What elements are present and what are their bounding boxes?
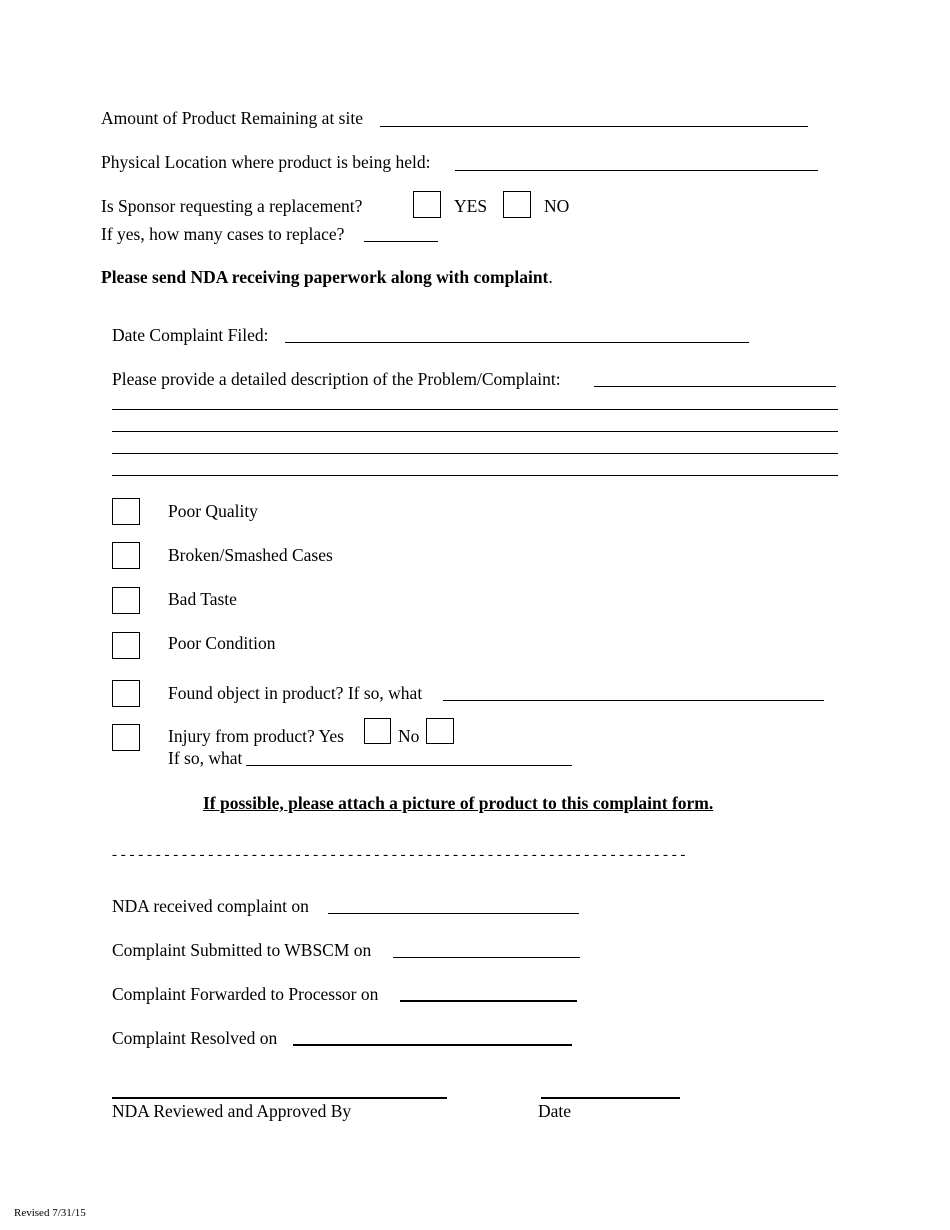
broken-cases-label: Broken/Smashed Cases: [168, 545, 333, 565]
description-input-line-1[interactable]: [594, 386, 836, 387]
poor-condition-label: Poor Condition: [168, 633, 276, 653]
resolved-input[interactable]: [293, 1044, 572, 1046]
description-input-line-5[interactable]: [112, 475, 838, 476]
cases-to-replace-label: If yes, how many cases to replace?: [101, 224, 345, 244]
injury-if-so-label: If so, what: [168, 748, 243, 768]
description-label: Please provide a detailed description of the Problem/Complaint:: [112, 369, 561, 389]
description-input-line-4[interactable]: [112, 453, 838, 454]
replacement-question: Is Sponsor requesting a replacement?: [101, 196, 363, 216]
injury-if-so-input[interactable]: [246, 765, 572, 766]
date-filed-input[interactable]: [285, 342, 749, 343]
bad-taste-checkbox[interactable]: [112, 587, 140, 614]
submitted-label: Complaint Submitted to WBSCM on: [112, 940, 372, 960]
replacement-yes-label: YES: [454, 196, 488, 216]
date-filed-label: Date Complaint Filed:: [112, 325, 269, 345]
reviewed-label: NDA Reviewed and Approved By: [112, 1101, 352, 1121]
replacement-yes-checkbox[interactable]: [413, 191, 441, 218]
received-input[interactable]: [328, 913, 579, 914]
broken-cases-checkbox[interactable]: [112, 542, 140, 569]
reviewed-signature-line[interactable]: [112, 1097, 447, 1099]
injury-no-label: No: [398, 726, 420, 746]
signature-date-line[interactable]: [541, 1097, 680, 1099]
poor-quality-checkbox[interactable]: [112, 498, 140, 525]
injury-yes-checkbox[interactable]: [364, 718, 391, 744]
submitted-input[interactable]: [393, 957, 580, 958]
found-object-checkbox[interactable]: [112, 680, 140, 707]
found-object-label: Found object in product? If so, what: [168, 683, 423, 703]
amount-remaining-input[interactable]: [380, 126, 808, 127]
description-input-line-3[interactable]: [112, 431, 838, 432]
injury-no-checkbox[interactable]: [426, 718, 454, 744]
amount-remaining-label: Amount of Product Remaining at site: [101, 108, 363, 128]
description-input-line-2[interactable]: [112, 409, 838, 410]
injury-checkbox[interactable]: [112, 724, 140, 751]
dashed-separator: - - - - - - - - - - - - - - - - - - - - - - - - - - - - - - - - - - - - - - - - - - - - - - - - - - - - - - - - - - - - - - - - - -: [112, 847, 686, 863]
poor-quality-label: Poor Quality: [168, 501, 258, 521]
revised-date: Revised 7/31/15: [14, 1207, 86, 1219]
attach-picture-notice: If possible, please attach a picture of product to this complaint form.: [203, 793, 714, 813]
physical-location-input[interactable]: [455, 170, 818, 171]
signature-date-label: Date: [538, 1101, 572, 1121]
paperwork-notice-bold: Please send NDA receiving paperwork along with complaint: [101, 267, 549, 287]
forwarded-input[interactable]: [400, 1000, 577, 1002]
injury-label: Injury from product? Yes: [168, 726, 344, 746]
paperwork-notice: [101, 267, 553, 288]
physical-location-label: Physical Location where product is being held:: [101, 152, 431, 172]
cases-to-replace-input[interactable]: [364, 241, 438, 242]
replacement-no-checkbox[interactable]: [503, 191, 531, 218]
forwarded-label: Complaint Forwarded to Processor on: [112, 984, 379, 1004]
poor-condition-checkbox[interactable]: [112, 632, 140, 659]
resolved-label: Complaint Resolved on: [112, 1028, 278, 1048]
replacement-no-label: NO: [544, 196, 570, 216]
received-label: NDA received complaint on: [112, 896, 309, 916]
bad-taste-label: Bad Taste: [168, 589, 237, 609]
paperwork-notice-period: .: [548, 267, 553, 287]
found-object-input[interactable]: [443, 700, 824, 701]
